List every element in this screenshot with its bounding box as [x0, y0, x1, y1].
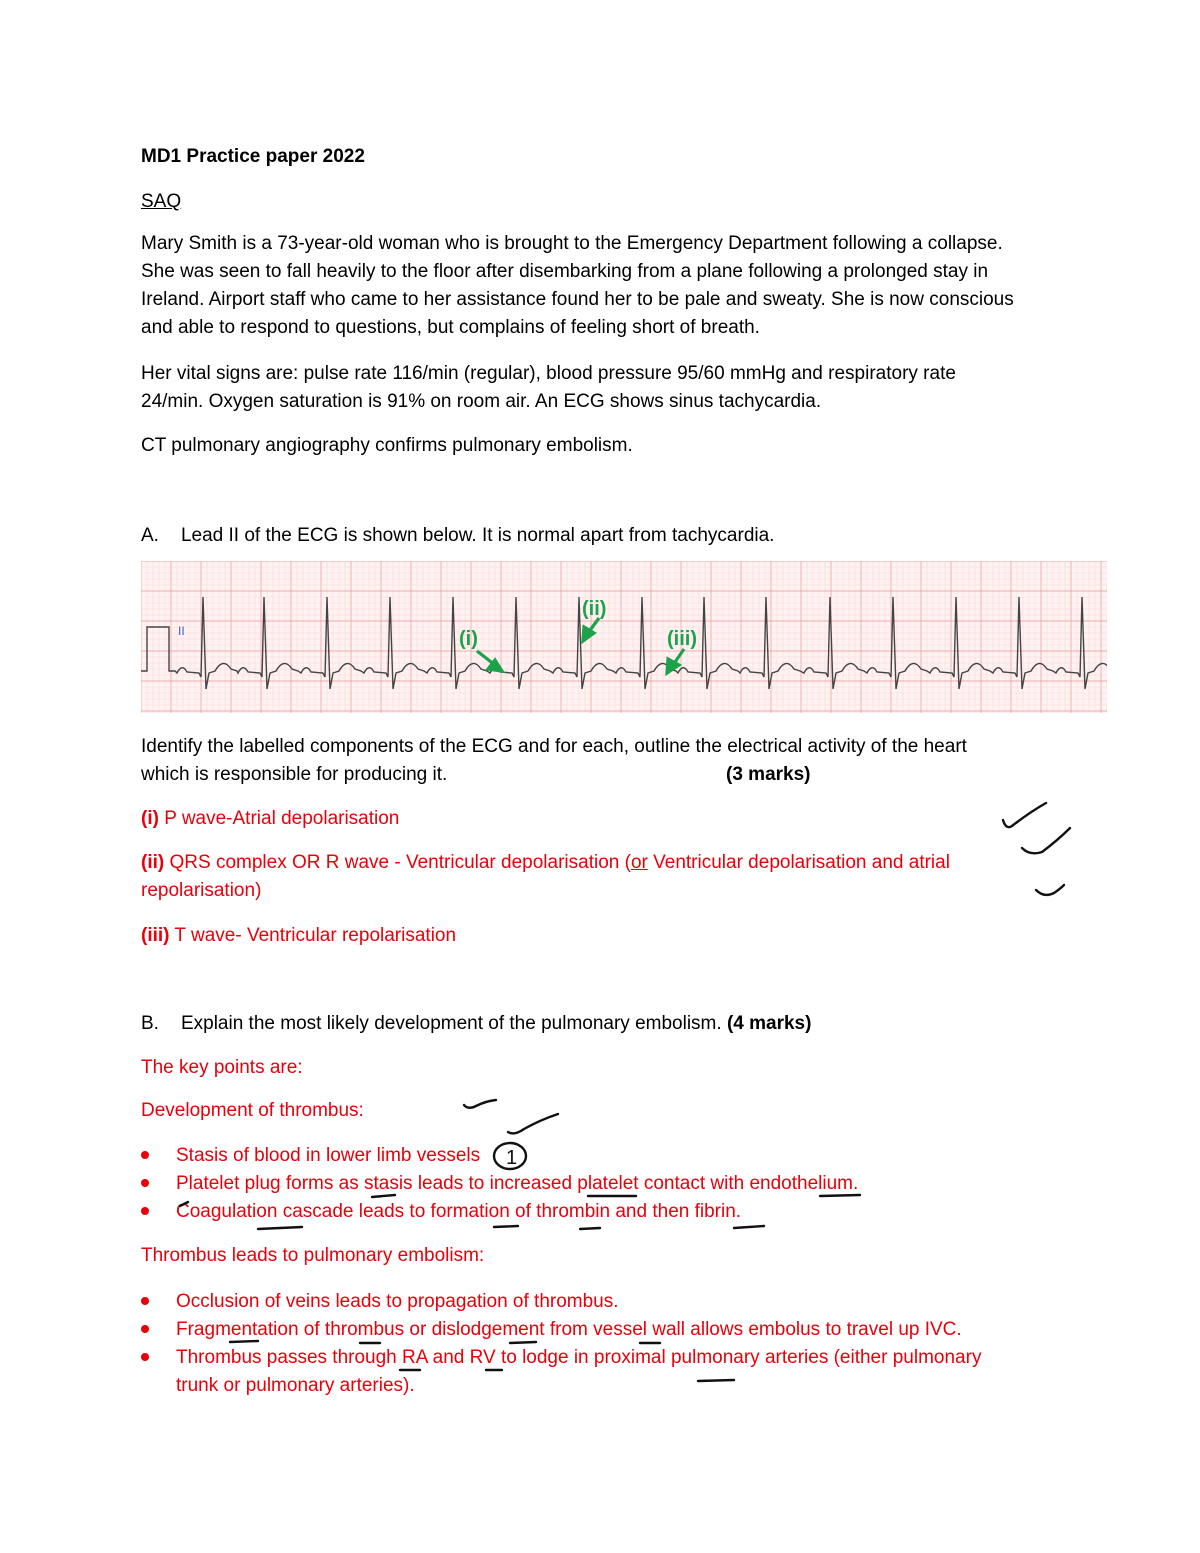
ct-line: CT pulmonary angiography confirms pulmonary embolism. [141, 435, 633, 456]
answer-ii-text-b: Ventricular depolarisation and atrial [647, 852, 950, 873]
key-points-intro: The key points are: [141, 1057, 303, 1078]
question-a-text: Lead II of the ECG is shown below. It is normal apart from tachycardia. [180, 525, 775, 546]
thrombus-heading: Development of thrombus: [141, 1100, 364, 1121]
ecg-strip [141, 561, 1107, 713]
tick-mark [464, 1100, 496, 1108]
case-line-1: Mary Smith is a 73-year-old woman who is brought to the Emergency Department following a collapse. [141, 233, 1003, 254]
instruction-line-2: which is responsible for producing it. [141, 764, 448, 785]
bullet-dot [141, 1353, 149, 1361]
question-b-marks: (4 marks) [726, 1013, 812, 1034]
embolism-point-3: Thrombus passes through RA and RV to lodge in proximal pulmonary arteries (either pulmonary [176, 1347, 982, 1368]
answer-ii-line-2: repolarisation) [141, 880, 262, 901]
underline-mark [258, 1227, 302, 1229]
tick-mark [1022, 828, 1070, 853]
circled-mark [494, 1143, 526, 1169]
question-a-marks: (3 marks) [726, 764, 811, 785]
ecg-label-i: (i) [459, 628, 478, 650]
question-b [141, 1010, 811, 1038]
answer-ii-or: or [630, 852, 648, 873]
underline-mark [698, 1380, 734, 1381]
embolism-point-3-cont: trunk or pulmonary arteries). [176, 1375, 415, 1396]
question-a-label: A. [141, 525, 159, 546]
answer-ii-label: (ii) [141, 852, 165, 873]
thrombus-point-3: Coagulation cascade leads to formation of thrombin and then fibrin. [176, 1201, 742, 1222]
case-line-3: Ireland. Airport staff who came to her assistance found her to be pale and sweaty. She is now conscious [141, 289, 1014, 310]
question-a [141, 522, 774, 550]
embolism-point-1: Occlusion of veins leads to propagation of thrombus. [176, 1291, 619, 1312]
ecg-label-ii: (ii) [582, 598, 607, 620]
case-line-2: She was seen to fall heavily to the floor after disembarking from a plane following a prolonged stay in [141, 261, 989, 282]
question-b-label: B. [141, 1013, 159, 1034]
bullet-dot [141, 1207, 149, 1215]
bullet-dot [141, 1297, 149, 1305]
page-title: MD1 Practice paper 2022 [141, 146, 365, 167]
underline-mark [734, 1226, 764, 1228]
answer-ii-text-a: QRS complex OR R wave - Ventricular depolarisation ( [164, 852, 631, 873]
tick-mark [508, 1114, 558, 1133]
underline-mark [580, 1228, 600, 1229]
ecg-lead-label: II [178, 624, 185, 638]
bullet-dot [141, 1179, 149, 1187]
instruction-line-1: Identify the labelled components of the ECG and for each, outline the electrical activity of the heart [141, 736, 967, 757]
thrombus-point-1: Stasis of blood in lower limb vessels [176, 1145, 481, 1166]
answer-i-text: P wave-Atrial depolarisation [158, 808, 400, 829]
circled-number: 1 [506, 1147, 518, 1169]
answer-iii-label: (iii) [141, 925, 170, 946]
ecg-grid [141, 561, 1107, 713]
vitals-line-2: 24/min. Oxygen saturation is 91% on room air. An ECG shows sinus tachycardia. [141, 391, 822, 412]
answer-i [141, 805, 399, 833]
bullet-dot [141, 1151, 149, 1159]
thrombus-point-2: Platelet plug forms as stasis leads to increased platelet contact with endothelium. [176, 1173, 859, 1194]
underline-mark [494, 1226, 518, 1227]
question-b-text: Explain the most likely development of the pulmonary embolism. [180, 1013, 727, 1034]
embolism-point-2: Fragmentation of thrombus or dislodgement from vessel wall allows embolus to travel up IVC. [176, 1319, 962, 1340]
section-heading: SAQ [141, 191, 182, 212]
embolism-heading: Thrombus leads to pulmonary embolism: [141, 1245, 485, 1266]
answer-i-label: (i) [141, 808, 159, 829]
tick-mark [1036, 885, 1064, 895]
case-line-4: and able to respond to questions, but complains of feeling short of breath. [141, 317, 760, 338]
vitals-line-1: Her vital signs are: pulse rate 116/min (regular), blood pressure 95/60 mmHg and respiratory rate [141, 363, 956, 384]
answer-ii [141, 849, 950, 877]
answer-iii [141, 922, 456, 950]
ecg-label-iii: (iii) [667, 628, 697, 650]
answer-iii-text: T wave- Ventricular repolarisation [169, 925, 457, 946]
tick-mark [1003, 803, 1046, 827]
bullet-dot [141, 1325, 149, 1333]
